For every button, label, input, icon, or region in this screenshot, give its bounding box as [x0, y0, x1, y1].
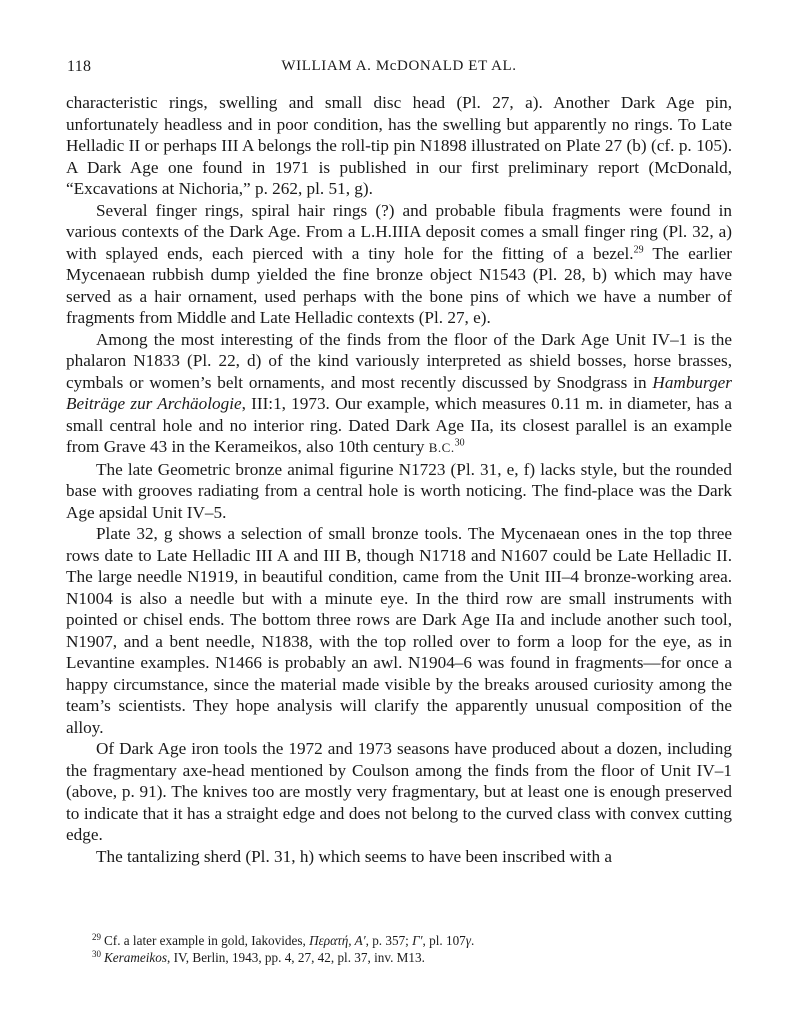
paragraph: Of Dark Age iron tools the 1972 and 1973 seasons have produced about a dozen, including the fragmentary axe-head mentioned by Coulson among the finds from the floor of Unit IV–1 (above, p. 91). The knives too are mostly very fragmentary, but at least one is enough preserved to indicate that it has a straight edge and does not belong to the curved class with convex cutting edge.	[66, 739, 732, 844]
footnote-number: 30	[92, 948, 101, 959]
footnote-number: 29	[92, 931, 101, 942]
page-header	[67, 58, 731, 80]
footnote-ref: 30	[454, 437, 465, 449]
page-number: 118	[67, 58, 92, 75]
footnote-ref: 29	[633, 243, 644, 255]
italic-title: Hamburger Beiträge zur Archäologie	[66, 372, 732, 413]
paragraph: characteristic rings, swelling and small disc head (Pl. 27, a). Another Dark Age pin, unfortunately headless and in poor condition, has the swelling but apparently no rings. To Late Helladic II or perhaps III A belongs the roll-tip pin N1898 illustrated on Plate 27 (b) (cf. p. 105). A Dark Age one found in 1971 is published in our first preliminary report (McDonald, “Excavations at Nichoria,” p. 262, pl. 51, g).	[66, 93, 732, 198]
footnote: $^{29}$ Cf. a later example in gold, Iakovides, Περατή, Α′, p. 357; Γ′, pl. 107γ.	[92, 931, 475, 948]
paragraph: Several finger rings, spiral hair rings (?) and probable fibula fragments were found in various contexts of the Dark Age. From a L.H.IIIA deposit comes a small finger ring (Pl. 32, a) with splayed ends, each pierced with a tiny hole for the fitting of a bezel.$^{29}$ The earlier Mycenaean rubbish dump yielded the fine bronze object N1543 (Pl. 28, b) which may have served as a hair ornament, used perhaps with the bone pins of which we have a number of fragments from Middle and Late Helladic contexts (Pl. 27, e).	[66, 200, 732, 327]
body-text	[66, 92, 732, 867]
running-head: WILLIAM A. McDONALD ET AL.	[281, 58, 517, 74]
paragraph: Plate 32, g shows a selection of small bronze tools. The Mycenaean ones in the top three rows date to Late Helladic III A and III B, though N1718 and N1607 could be Late Helladic II. The large needle N1919, in beautiful condition, came from the Unit III–4 bronze-working area. N1004 is also a needle but with a minute eye. In the third row are small instruments with pointed or chisel ends. The bottom three rows are Dark Age IIa and include another such tool, N1907, and a bent needle, N1838, with the top rolled over to form a loop for the eye, as in Levantine examples. N1466 is probably an awl. N1904–6 was found in fragments—for once a happy circumstance, since the material made visible by the breaks aroused curiosity among the team’s scientists. They hope analysis will clarify the apparently unusual composition of the alloy.	[66, 524, 732, 737]
paragraph: The late Geometric bronze animal figurine N1723 (Pl. 31, e, f) lacks style, but the rounded base with grooves radiating from a central hole is worth noticing. The find-place was the Dark Age apsidal Unit IV–5.	[66, 459, 732, 522]
footnote: $^{30}$ Kerameikos, IV, Berlin, 1943, pp. 4, 27, 42, pl. 37, inv. M13.	[92, 948, 425, 965]
footnotes	[92, 932, 732, 966]
paragraph: Among the most interesting of the finds from the floor of the Dark Age Unit IV–1 is the phalaron N1833 (Pl. 22, d) of the kind variously interpreted as shield bosses, horse brasses, cymbals or women’s belt ornaments, and most recently discussed by Snodgrass in Hamburger Beiträge zur Archäologie, III:1, 1973. Our example, which measures 0.11 m. in diameter, has a small central hole and no interior ring. Dated Dark Age IIa, its closest parallel is an example from Grave 43 in the Kerameikos, also 10th century B.C.$^{30}$	[66, 329, 732, 456]
smallcaps-text: B.C.	[428, 440, 455, 455]
paragraph: The tantalizing sherd (Pl. 31, h) which seems to have been inscribed with a	[96, 846, 612, 866]
